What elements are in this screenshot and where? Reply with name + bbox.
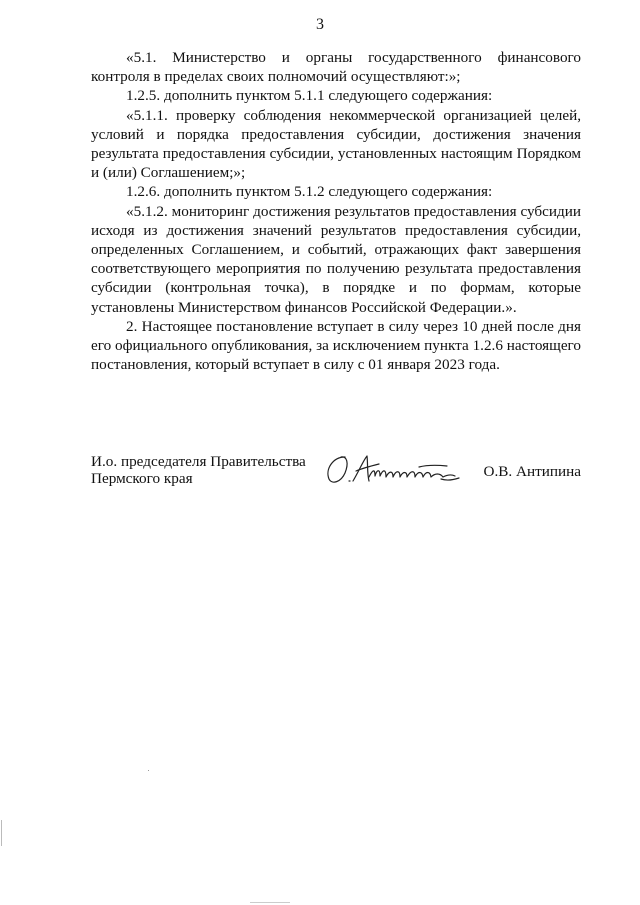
- paragraph-1-2-5: 1.2.5. дополнить пунктом 5.1.1 следующего содержания:: [126, 87, 493, 105]
- document-body: [91, 48, 581, 374]
- paragraph-5-1: «5.1. Министерство и органы государственного финансового контроля в пределах своих полномочий осуществляют:»;: [91, 49, 581, 86]
- scan-bottom-mark: [250, 902, 290, 903]
- scan-speck: [148, 770, 149, 771]
- paragraph-5-1-2: «5.1.2. мониторинг достижения результатов предоставления субсидии исходя из достижения значений результатов предоставления субсидии, определенных Соглашением, и событий, отражающих факт завершения соответствующего мероприятия по получению результата предоставления субсидии (контрольная точка), в порядке и по формам, которые установлены Министерством финансов Российской Федерации.».: [91, 202, 581, 316]
- signer-title-line-2: Пермского края: [91, 470, 193, 487]
- paragraph-effective-date: 2. Настоящее постановление вступает в силу через 10 дней после дня его официального опубликования, за исключением пункта 1.2.6 настоящего постановления, который вступает в силу с 01 января 2023 года.: [91, 317, 581, 374]
- scan-edge-mark: [1, 820, 2, 846]
- signer-title-line-1: И.о. председателя Правительства: [91, 453, 306, 470]
- paragraph-1-2-6: 1.2.6. дополнить пунктом 5.1.2 следующего содержания:: [126, 183, 493, 201]
- handwritten-signature-icon: [323, 451, 471, 487]
- signature-block: [91, 453, 581, 493]
- signer-name: О.В. Антипина: [483, 463, 581, 480]
- paragraph-5-1-1: «5.1.1. проверку соблюдения некоммерческой организацией целей, условий и порядка предоставления субсидии, достижения значения результата предоставления субсидии, установленных настоящим Порядком и (или) Соглашением;»;: [91, 106, 581, 182]
- signer-title: [91, 453, 306, 487]
- page-number: 3: [316, 16, 324, 33]
